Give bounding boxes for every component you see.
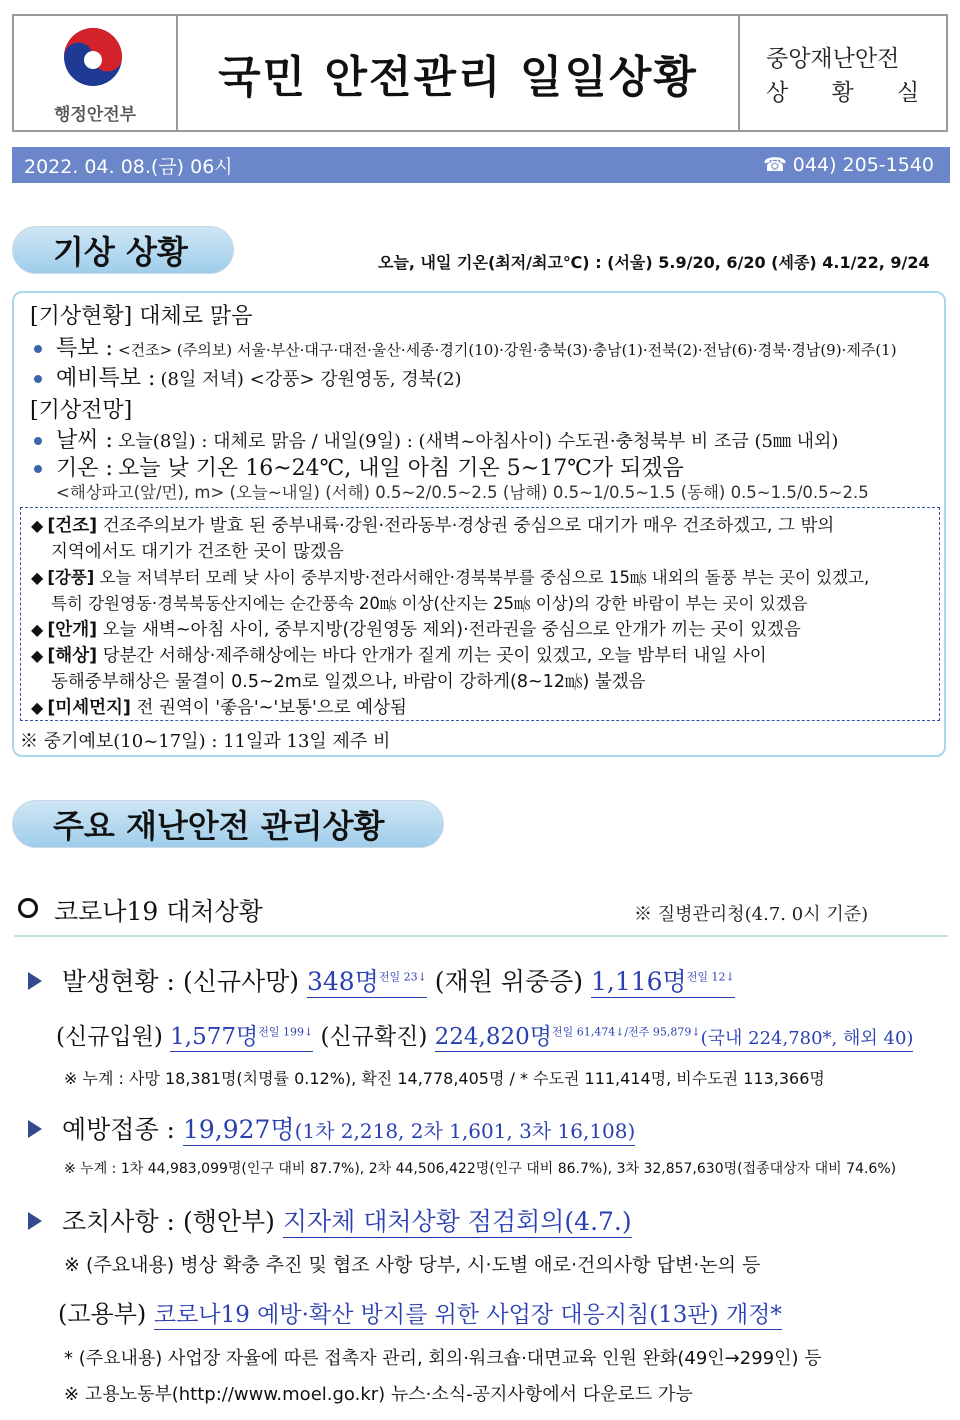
note-line-6 (31, 642, 767, 667)
temperature-text: 오늘 낮 기온 16~24℃, 내일 아침 기온 5~17℃가 되겠음 (118, 456, 684, 481)
occurrence-label: 발생현황 : (62, 967, 175, 996)
diamond-icon: ◆ (31, 516, 44, 535)
pre-warning-text: (8일 저녁) <강풍> 강원영동, 경북(2) (160, 369, 462, 390)
new-confirmed-group (435, 1024, 914, 1052)
note-line-4: 특히 강원영동·경북북동산지에는 순간풍속 20㎧ 이상(산지는 25㎧ 이상)의 강한 바람이 부는 곳이 있겠음 (51, 594, 808, 613)
current-weather-text: 대체로 맑음 (139, 304, 253, 329)
action-note-1: ※ (주요내용) 병상 확충 추진 및 협조 사항 당부, 시·도별 애로·건의사항 답변·논의 등 (64, 1254, 761, 1276)
warning-text: <건조> (주의보) 서울·부산·대구·대전·울산·세종·경기(10)·강원·충북(3)·충남(1)·전북(2)·전남(6)·경북·경남(9)·제주(1) (118, 341, 897, 359)
action-link-2[interactable]: 코로나19 예방·확산 방지를 위한 사업장 대응지침(13판) 개정* (153, 1302, 782, 1328)
note-line-7: 동해중부해상은 물결이 0.5~2m로 일겠으나, 바람이 강하게(8~12㎧) 불겠음 (51, 672, 646, 692)
new-confirmed-detail: (국내 224,780*, 해외 40) (700, 1028, 914, 1049)
temperature-summary: 오늘, 내일 기온(최저/최고℃) : (서울) 5.9/20, 6/20 (세종) 4.1/22, 9/24 (378, 253, 930, 272)
note-tag: [안개] (47, 620, 98, 640)
document-header (12, 14, 948, 132)
action-row-2 (58, 1294, 782, 1329)
bullet-icon (34, 465, 42, 473)
date-bar (12, 147, 950, 183)
current-weather-line (30, 299, 252, 330)
note-line-1 (31, 512, 834, 537)
warning-label: 특보 : (56, 336, 113, 361)
logo-cell (14, 16, 178, 130)
note-text: 오늘 새벽~아침 사이, 중부지방(강원영동 제외)·전라권을 중심으로 안개가 끼는 곳이 있겠음 (102, 620, 801, 640)
vaccine-row (62, 1110, 635, 1146)
wave-height-line: <해상파고(앞/먼), m> (오늘~내일) (서해) 0.5~2/0.5~2.5 (남해) 0.5~1/0.5~1.5 (동해) 0.5~1.5/0.5~2.5 (56, 483, 869, 502)
note-line-2: 지역에서도 대기가 건조한 곳이 많겠음 (51, 542, 344, 562)
vaccine-value: 19,927명 (182, 1115, 295, 1144)
weather-box (12, 291, 946, 757)
bullet-icon (34, 345, 42, 353)
note-text: 건조주의보가 발효 된 중부내륙·강원·전라동부·경상권 중심으로 대기가 매우 건조하겠고, 그 밖의 (102, 516, 835, 536)
bullet-icon (34, 437, 42, 445)
severe-value: 1,116명 (590, 967, 687, 996)
new-hospitalized-diff: 전일 199↓ (258, 1025, 314, 1039)
note-text: 전 권역이 '좋음'~'보통'으로 예상됨 (136, 698, 407, 718)
circle-bullet-icon (18, 898, 38, 918)
action-link-1[interactable]: 지자체 대처상황 점검회의(4.7.) (282, 1207, 632, 1236)
triangle-bullet-icon (28, 1120, 42, 1138)
new-death-group (307, 967, 427, 998)
diamond-icon: ◆ (31, 568, 44, 587)
vaccine-cumulative: ※ 누계 : 1차 44,983,099명(인구 대비 87.7%), 2차 44,506,422명(인구 대비 86.7%), 3차 32,857,630명(접종대상자 대비 74.6%) (64, 1161, 897, 1177)
warning-line (34, 331, 897, 362)
forecast-label: [기상전망] (30, 398, 133, 423)
occurrence-row-1 (62, 962, 735, 998)
action-org-1: (행안부) (182, 1207, 275, 1236)
report-date: 2022. 04. 08.(금) 06시 (24, 155, 233, 178)
triangle-bullet-icon (28, 1212, 42, 1230)
action-row-1 (62, 1202, 632, 1238)
diamond-icon: ◆ (31, 646, 44, 665)
weather-section-title-text: 기상 상황 (53, 233, 188, 271)
note-line-8 (31, 694, 407, 719)
disaster-section-title-text: 주요 재난안전 관리상황 (53, 807, 385, 845)
weather-text: 오늘(8일) : 대체로 맑음 / 내일(9일) : (새벽~아침사이) 수도권·충청북부 비 조금 (5㎜ 내외) (118, 431, 839, 452)
office-line-2: 상 황 실 (766, 80, 938, 106)
office-line-1: 중앙재난안전 (766, 46, 900, 72)
action-note-2: * (주요내용) 사업장 자율에 따른 접촉자 관리, 회의·워크숍·대면교육 인원 완화(49인→299인) 등 (64, 1348, 822, 1369)
note-tag: [건조] (47, 516, 98, 536)
new-confirmed-diff: 전일 61,474↓/전주 95,879↓ (551, 1025, 701, 1039)
pre-warning-label: 예비특보 : (56, 366, 156, 391)
new-death-label: (신규사망) (182, 967, 300, 996)
note-text: 오늘 저녁부터 모레 낮 사이 중부지방·전라서해안·경북북부를 중심으로 15㎧ 내외의 돌풍 부는 곳이 있겠고, (99, 568, 870, 587)
office-cell (740, 16, 946, 130)
action-label: 조치사항 : (62, 1207, 175, 1236)
covid-title: 코로나19 대처상황 (54, 897, 263, 926)
new-hospitalized-value: 1,577명 (170, 1024, 259, 1050)
weather-label: 날씨 : (56, 428, 113, 453)
temperature-forecast-line (34, 451, 684, 482)
new-hospitalized-group (170, 1024, 313, 1052)
diamond-icon: ◆ (31, 620, 44, 639)
triangle-bullet-icon (28, 972, 42, 990)
weather-section-title (12, 226, 234, 274)
title-cell (178, 16, 740, 130)
page-title: 국민 안전관리 일일상황 (218, 52, 698, 103)
contact-phone: ☎ 044) 205-1540 (763, 154, 934, 176)
divider (14, 935, 948, 937)
current-weather-label: [기상현황] (30, 304, 133, 329)
severe-group (591, 967, 735, 998)
new-death-value: 348명 (307, 967, 379, 996)
note-line-5 (31, 616, 801, 641)
new-confirmed-label: (신규확진) (320, 1024, 428, 1050)
note-line-3 (31, 564, 869, 588)
cumulative-line: ※ 누계 : 사망 18,381명(치명률 0.12%), 확진 14,778,405명 / * 수도권 111,414명, 비수도권 113,366명 (64, 1069, 825, 1088)
temperature-label: 기온 : (56, 456, 113, 481)
org-name: 행정안전부 (53, 105, 137, 125)
severe-diff: 전일 12↓ (686, 970, 735, 984)
weather-forecast-line (34, 423, 838, 454)
note-tag: [강풍] (47, 568, 95, 587)
new-hospitalized-label: (신규입원) (56, 1024, 163, 1050)
bullet-icon (34, 375, 42, 383)
note-text: 당분간 서해상·제주해상에는 바다 안개가 짙게 끼는 곳이 있겠고, 오늘 밤부터 내일 사이 (102, 646, 767, 666)
vaccine-detail: (1차 2,218, 2차 1,601, 3차 16,108) (294, 1119, 636, 1143)
severe-label: (재원 위중증) (434, 967, 584, 996)
new-death-diff: 전일 23↓ (378, 970, 427, 984)
action-note-3: ※ 고용노동부(http://www.moel.go.kr) 뉴스·소식-공지사항에서 다운로드 가능 (64, 1384, 693, 1405)
pre-warning-line (34, 361, 462, 392)
note-tag: [미세먼지] (47, 698, 131, 718)
diamond-icon: ◆ (31, 698, 44, 717)
note-tag: [해상] (47, 646, 98, 666)
vaccine-label: 예방접종 : (62, 1115, 175, 1144)
covid-source: ※ 질병관리청(4.7. 0시 기준) (634, 904, 869, 925)
action-org-2: (고용부) (58, 1300, 147, 1328)
new-confirmed-value: 224,820명 (434, 1024, 552, 1050)
disaster-section-title (12, 800, 444, 848)
government-emblem-icon (62, 26, 124, 88)
vaccine-group (183, 1115, 635, 1146)
midterm-forecast: ※ 중기예보(10~17일) : 11일과 13일 제주 비 (20, 731, 391, 752)
occurrence-row-2 (56, 1018, 913, 1051)
weather-notes-box (20, 507, 940, 721)
